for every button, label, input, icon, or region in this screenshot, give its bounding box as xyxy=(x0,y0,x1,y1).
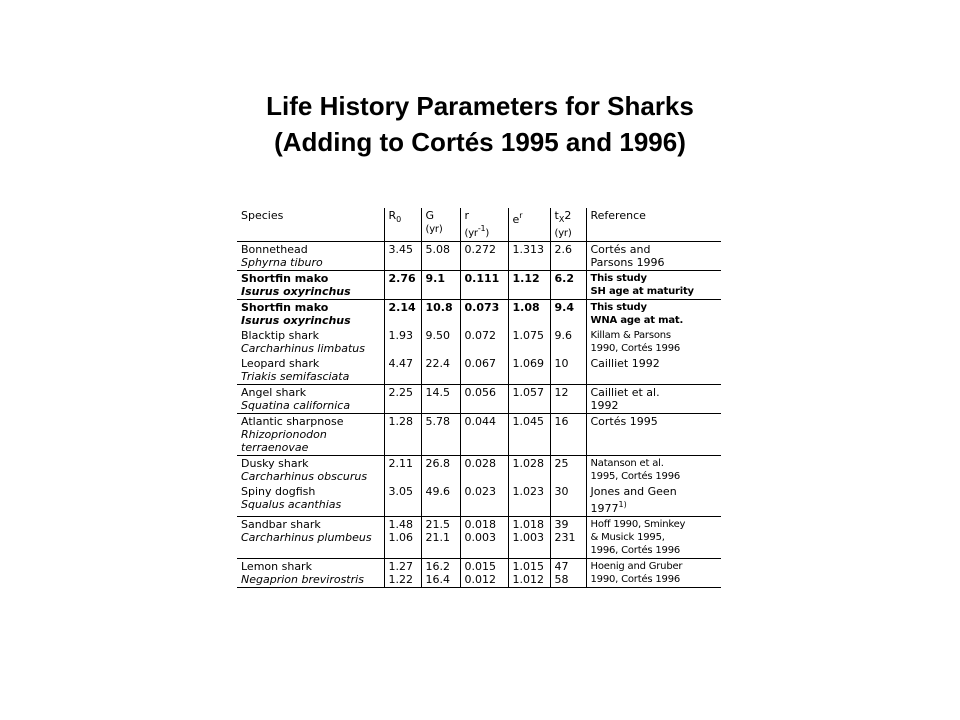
g-cell: 22.4 xyxy=(421,356,460,385)
g-cell: 26.8 xyxy=(421,456,460,485)
table-row xyxy=(237,328,721,356)
species-cell: Atlantic sharpnose Rhizoprionodon terraenovae xyxy=(237,414,384,456)
g-cell: 10.8 xyxy=(421,300,460,329)
r-cell: 0.056 xyxy=(460,385,508,414)
table-header-row xyxy=(237,208,721,242)
header-r0: $R_0$ xyxy=(384,208,421,242)
tx2-cell: 10 xyxy=(550,356,586,385)
r-cell: 0.018 0.003 xyxy=(460,517,508,559)
g-cell: 5.78 xyxy=(421,414,460,456)
reference-cell: This study WNA age at mat. xyxy=(586,300,721,329)
er-cell: 1.045 xyxy=(508,414,550,456)
tx2-cell: 6.2 xyxy=(550,271,586,300)
er-cell: 1.018 1.003 xyxy=(508,517,550,559)
header-er: $e^r$ xyxy=(508,208,550,242)
reference-cell: Hoenig and Gruber 1990, Cortés 1996 xyxy=(586,559,721,588)
r0-cell: 3.05 xyxy=(384,484,421,517)
reference-cell: Killam & Parsons 1990, Cortés 1996 xyxy=(590,330,681,354)
g-cell: 49.6 xyxy=(421,484,460,517)
species-cell: Spiny dogfish Squalus acanthias xyxy=(237,484,384,517)
er-cell: 1.075 xyxy=(508,328,550,356)
tx2-cell: 47 58 xyxy=(550,559,586,588)
er-cell: 1.08 xyxy=(508,300,550,329)
header-species: Species xyxy=(237,208,384,242)
reference-cell: This study SH age at maturity xyxy=(586,271,721,300)
reference-cell: Hoff 1990, Sminkey & Musick 1995, 1996, Cortés 1996 xyxy=(586,517,721,559)
r-cell: 0.111 xyxy=(460,271,508,300)
species-cell: Dusky shark Carcharhinus obscurus xyxy=(237,456,384,485)
species-cell: Sandbar shark Carcharhinus plumbeus xyxy=(237,517,384,559)
r-cell: 0.015 0.012 xyxy=(460,559,508,588)
table-row xyxy=(237,484,721,517)
tx2-cell: 30 xyxy=(550,484,586,517)
r0-cell: 1.28 xyxy=(384,414,421,456)
life-history-table xyxy=(237,208,721,588)
r-cell: 0.028 xyxy=(460,456,508,485)
er-cell: 1.057 xyxy=(508,385,550,414)
table-row xyxy=(237,517,721,559)
r-cell: 0.072 xyxy=(460,328,508,356)
r0-cell: 1.48 1.06 xyxy=(384,517,421,559)
r-cell: 0.067 xyxy=(460,356,508,385)
table-row xyxy=(237,385,721,414)
r-cell: 0.023 xyxy=(460,484,508,517)
header-r: r $(yr^{-1})$ xyxy=(460,208,508,242)
r0-cell: 2.14 xyxy=(384,300,421,329)
reference-cell: Cortés and Parsons 1996 xyxy=(586,242,721,271)
er-cell: 1.313 xyxy=(508,242,550,271)
tx2-cell: 9.6 xyxy=(550,328,586,356)
r-cell: 0.073 xyxy=(460,300,508,329)
r-cell: 0.272 xyxy=(460,242,508,271)
er-cell: 1.069 xyxy=(508,356,550,385)
er-cell: 1.023 xyxy=(508,484,550,517)
slide-title xyxy=(0,88,960,160)
r0-cell: 1.27 1.22 xyxy=(384,559,421,588)
er-cell: 1.028 xyxy=(508,456,550,485)
r0-cell: 4.47 xyxy=(384,356,421,385)
title-line-2: (Adding to Cortés 1995 and 1996) xyxy=(274,127,686,157)
species-cell: Bonnethead Sphyrna tiburo xyxy=(237,242,384,271)
table-row xyxy=(237,456,721,485)
header-g: G (yr) xyxy=(421,208,460,242)
header-reference: Reference xyxy=(590,209,646,222)
r0-cell: 3.45 xyxy=(384,242,421,271)
tx2-cell: 12 xyxy=(550,385,586,414)
er-cell: 1.12 xyxy=(508,271,550,300)
table-row xyxy=(237,242,721,271)
table-row xyxy=(237,414,721,456)
species-cell: Lemon shark Negaprion brevirostris xyxy=(237,559,384,588)
r0-cell: 1.93 xyxy=(384,328,421,356)
species-cell: Angel shark Squatina californica xyxy=(237,385,384,414)
g-cell: 14.5 xyxy=(421,385,460,414)
table-row xyxy=(237,271,721,300)
tx2-cell: 2.6 xyxy=(550,242,586,271)
table-row xyxy=(237,559,721,588)
r0-cell: 2.11 xyxy=(384,456,421,485)
reference-cell: Cortés 1995 xyxy=(586,414,721,456)
tx2-cell: 39 231 xyxy=(550,517,586,559)
g-cell: 9.1 xyxy=(421,271,460,300)
reference-cell: Jones and Geen 1977$^{1)}$ xyxy=(590,485,677,515)
table-row xyxy=(237,356,721,385)
table-row xyxy=(237,300,721,329)
r-cell: 0.044 xyxy=(460,414,508,456)
header-tx2: $t_X2$ (yr) xyxy=(550,208,586,242)
r0-cell: 2.25 xyxy=(384,385,421,414)
r0-cell: 2.76 xyxy=(384,271,421,300)
er-cell: 1.015 1.012 xyxy=(508,559,550,588)
tx2-cell: 16 xyxy=(550,414,586,456)
reference-cell: Natanson et al. 1995, Cortés 1996 xyxy=(586,456,721,485)
species-cell: Shortfin mako Isurus oxyrinchus xyxy=(237,271,384,300)
g-cell: 9.50 xyxy=(421,328,460,356)
reference-cell: Cailliet et al. 1992 xyxy=(586,385,721,414)
g-cell: 21.5 21.1 xyxy=(421,517,460,559)
species-cell: Leopard shark Triakis semifasciata xyxy=(237,356,384,385)
species-cell: Blacktip shark Carcharhinus limbatus xyxy=(237,328,384,356)
g-cell: 16.2 16.4 xyxy=(421,559,460,588)
tx2-cell: 25 xyxy=(550,456,586,485)
title-line-1: Life History Parameters for Sharks xyxy=(266,91,694,121)
species-cell: Shortfin mako Isurus oxyrinchus xyxy=(237,300,384,329)
reference-cell: Cailliet 1992 xyxy=(590,357,660,370)
g-cell: 5.08 xyxy=(421,242,460,271)
tx2-cell: 9.4 xyxy=(550,300,586,329)
